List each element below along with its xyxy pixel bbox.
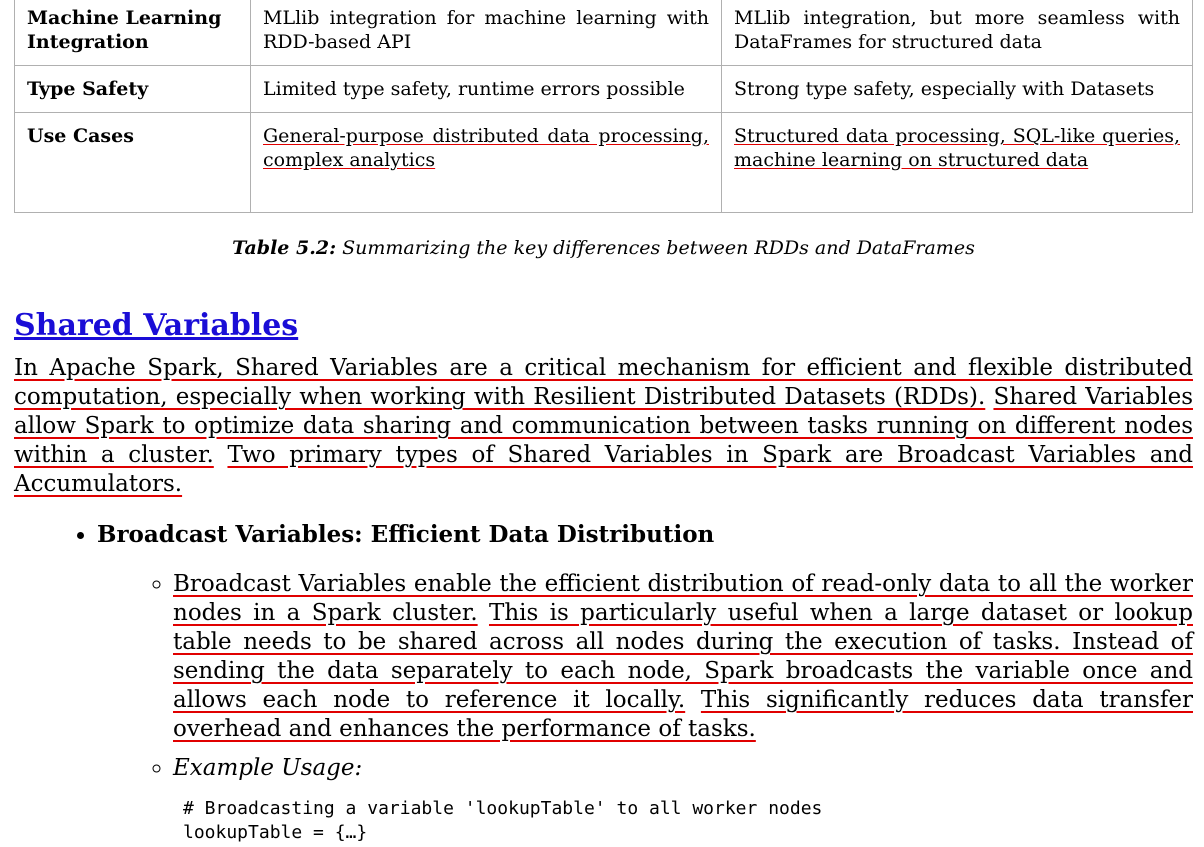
rdd-cell: Limited type safety, runtime errors possible xyxy=(251,66,722,113)
caption-label: Table 5.2: xyxy=(232,237,337,259)
highlighted-sentence: Two primary types of Shared Variables in Spark are Broadcast Variables and Accumulators. xyxy=(14,442,1194,497)
table-row xyxy=(15,113,1193,213)
sub-bullet-list xyxy=(97,570,1193,845)
section-title-link[interactable]: Shared Variables xyxy=(14,308,299,343)
example-label: Example Usage: xyxy=(173,755,363,781)
broadcast-heading: Broadcast Variables: Efficient Data Distribution xyxy=(97,521,715,548)
feature-cell: Use Cases xyxy=(15,113,251,213)
section-heading xyxy=(14,309,1193,343)
rdd-cell xyxy=(251,113,722,213)
table-row xyxy=(15,66,1193,113)
highlighted-sentence: Broadcast Variables enable the efficient distribution of read-only data to all the worker nodes in a Spark cluster. xyxy=(173,571,1193,626)
bullet-list xyxy=(14,521,1193,845)
rdd-cell: MLlib integration for machine learning with RDD-based API xyxy=(251,0,722,66)
dataframe-cell: MLlib integration, but more seamless with DataFrames for structured data xyxy=(722,0,1193,66)
table-caption xyxy=(14,237,1193,259)
highlighted-sentence: Shared Variables allow Spark to optimize data sharing and communication between tasks running on different nodes within a cluster. xyxy=(14,384,1193,468)
intro-paragraph xyxy=(14,354,1193,499)
code-line: lookupTable = {…} xyxy=(183,822,368,843)
code-block xyxy=(183,797,1193,845)
dataframe-cell: Strong type safety, especially with Datasets xyxy=(722,66,1193,113)
caption-text: Summarizing the key differences between RDDs and DataFrames xyxy=(342,237,975,259)
list-item xyxy=(173,570,1193,744)
highlighted-text: Structured data processing, SQL-like queries, machine learning on structured data xyxy=(734,125,1180,171)
list-item xyxy=(97,521,1193,845)
highlighted-sentence: This significantly reduces data transfer overhead and enhances the performance of tasks. xyxy=(173,687,1193,742)
highlighted-sentence: This is particularly useful when a large dataset or lookup table needs to be shared across all nodes during the execution of tasks. Instead of sending the data separately to each node, Spark broadcasts the variable once and allows each node to reference it locally. xyxy=(173,600,1193,713)
feature-cell: Machine Learning Integration xyxy=(15,0,251,66)
highlighted-sentence: In Apache Spark, Shared Variables are a critical mechanism for efficient and flexible distributed computation, especially when working with Resilient Distributed Datasets (RDDs). xyxy=(14,355,1193,410)
table-row xyxy=(15,0,1193,66)
dataframe-cell xyxy=(722,113,1193,213)
highlighted-text: General-purpose distributed data processing, complex analytics xyxy=(263,125,709,171)
comparison-table xyxy=(14,0,1193,213)
document-page xyxy=(14,0,1193,845)
list-item xyxy=(173,754,1193,845)
feature-cell: Type Safety xyxy=(15,66,251,113)
code-line: # Broadcasting a variable 'lookupTable' to all worker nodes xyxy=(183,798,823,819)
